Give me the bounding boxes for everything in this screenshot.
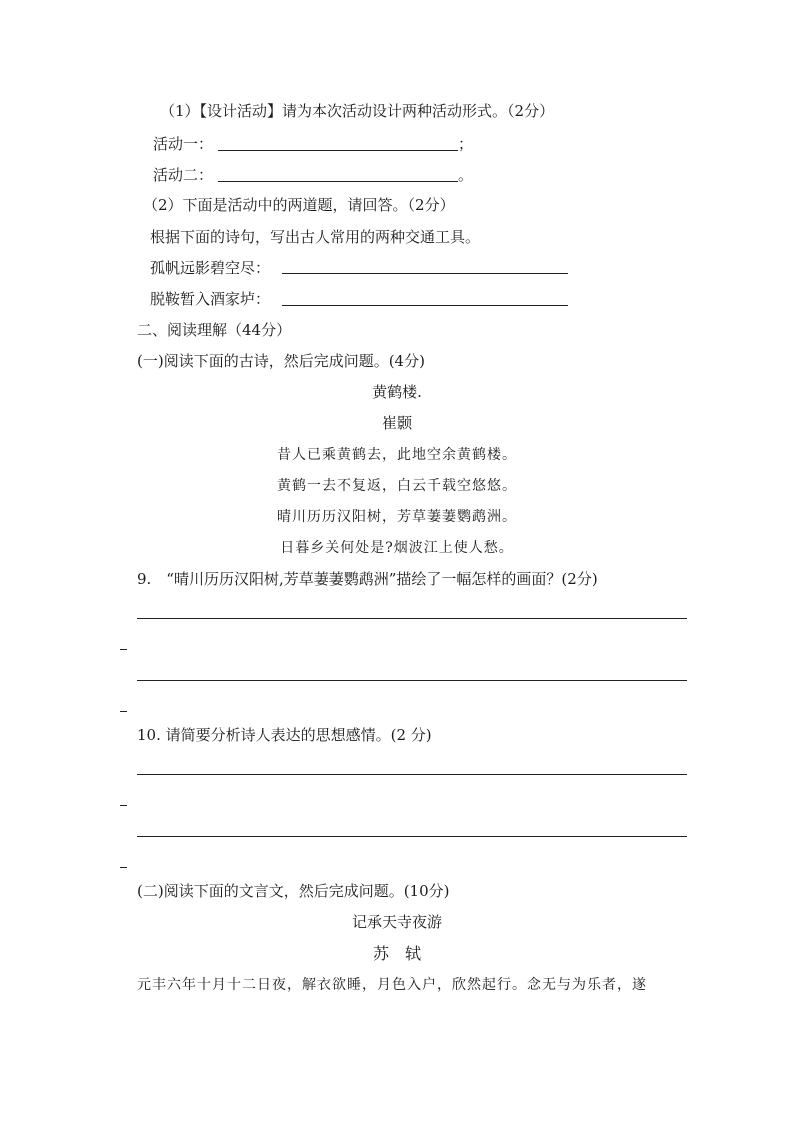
answer-line[interactable] — [137, 618, 687, 619]
poem-title: 黄鹤楼. — [372, 383, 422, 401]
essay-text-line: 元丰六年十月十二日夜，解衣欲睡，月色入户，欣然起行。念无与为乐者，遂 — [137, 977, 647, 993]
poem-author: 崔颢 — [381, 414, 412, 432]
margin-dash — [120, 711, 127, 712]
part2-intro: (二)阅读下面的文言文，然后完成问题。(10分) — [137, 882, 450, 900]
activity2-label: 活动二： — [153, 166, 214, 184]
q2-instruction: 根据下面的诗句，写出古人常用的两种交通工具。 — [150, 228, 481, 246]
activity1-label: 活动一： — [153, 135, 214, 153]
activity2-end: 。 — [458, 166, 474, 184]
activity1-end: ； — [458, 135, 474, 153]
margin-dash — [120, 649, 127, 650]
essay-author: 苏 轼 — [372, 944, 421, 963]
answer-line[interactable] — [137, 836, 687, 837]
poem-line: 昔人已乘黄鹤去，此地空余黄鹤楼。 — [277, 447, 517, 463]
margin-dash — [120, 805, 127, 806]
poem-line: 晴川历历汉阳树，芳草萋萋鹦鹉洲。 — [277, 509, 517, 525]
poem-line-label-2: 脱鞍暂入酒家垆： — [150, 290, 271, 308]
poem-line: 日暮乡关何处是?烟波江上使人愁。 — [280, 540, 514, 556]
q2-prompt: （2）下面是活动中的两道题，请回答。（2分） — [143, 196, 455, 214]
activity2-answer-line[interactable] — [218, 181, 458, 182]
margin-dash — [120, 867, 127, 868]
part1-intro: (一)阅读下面的古诗，然后完成问题。(4分) — [137, 352, 425, 370]
answer-line[interactable] — [137, 680, 687, 681]
answer-line[interactable] — [137, 774, 687, 775]
essay-title: 记承天寺夜游 — [351, 913, 442, 931]
activity1-answer-line[interactable] — [218, 150, 458, 151]
section-heading: 二、阅读理解（44分） — [137, 321, 292, 339]
poem-line-label-1: 孤帆远影碧空尽： — [150, 259, 271, 277]
question-10: 10. 请简要分析诗人表达的思想感情。(2 分) — [137, 726, 432, 744]
transport-answer-line-2[interactable] — [282, 305, 568, 306]
q1-prompt: （1）【设计活动】请为本次活动设计两种活动形式。（2分） — [160, 102, 555, 120]
transport-answer-line-1[interactable] — [282, 273, 568, 274]
poem-line: 黄鹤一去不复返，白云千载空悠悠。 — [277, 478, 517, 494]
question-9: 9. “晴川历历汉阳树,芳草萋萋鹦鹉洲”描绘了一幅怎样的画面？(2分) — [137, 570, 598, 588]
